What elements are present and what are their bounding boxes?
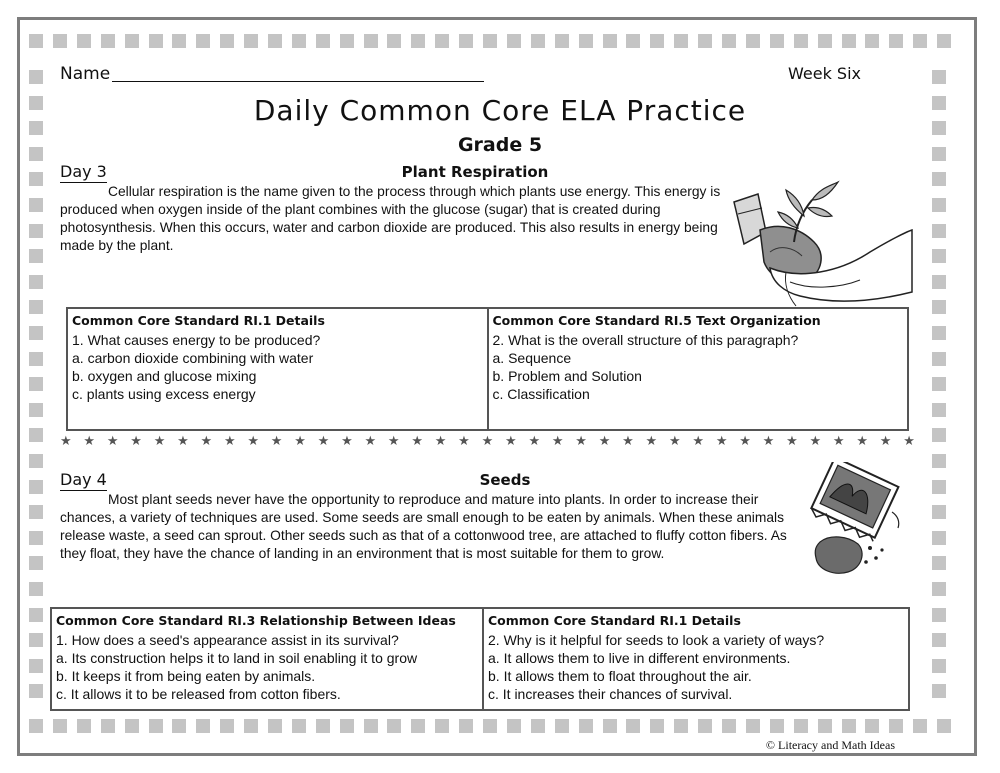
border-square	[937, 34, 951, 48]
name-line[interactable]	[112, 81, 484, 82]
star-icon: ★	[294, 433, 306, 448]
border-square	[125, 34, 139, 48]
answer-option[interactable]: a. carbon dioxide combining with water	[72, 350, 314, 366]
border-square	[29, 633, 43, 647]
border-square	[698, 34, 712, 48]
border-square	[172, 719, 186, 733]
border-square	[674, 719, 688, 733]
day3-label: Day 3	[60, 162, 107, 181]
day4-q1-standard: Common Core Standard RI.3 Relationship Between Ideas	[56, 613, 456, 628]
border-square	[932, 531, 946, 545]
border-square	[932, 249, 946, 263]
star-icon: ★	[715, 433, 728, 448]
border-square	[364, 719, 378, 733]
border-square	[387, 719, 401, 733]
border-square	[101, 719, 115, 733]
border-square	[865, 719, 879, 733]
border-square	[29, 659, 43, 673]
week-label: Week Six	[788, 64, 861, 83]
hands-holding-seedling-icon	[730, 172, 915, 312]
border-square	[483, 719, 497, 733]
grade-label: Grade 5	[457, 134, 543, 156]
border-square	[340, 719, 354, 733]
star-icon: ★	[434, 433, 447, 448]
star-icon: ★	[130, 433, 142, 448]
border-square	[932, 684, 946, 698]
border-square	[29, 684, 43, 698]
answer-option[interactable]: a. Its construction helps it to land in soil enabling it to grow	[56, 650, 418, 666]
border-square	[435, 34, 449, 48]
star-icon: ★	[551, 433, 564, 448]
border-square	[507, 719, 521, 733]
border-square	[842, 34, 856, 48]
border-square	[932, 198, 946, 212]
day3-title: Plant Respiration	[401, 163, 549, 181]
star-divider	[60, 433, 915, 449]
border-square	[674, 34, 688, 48]
border-square	[932, 454, 946, 468]
border-square	[244, 719, 258, 733]
border-square	[53, 34, 67, 48]
answer-option[interactable]: b. Problem and Solution	[492, 368, 642, 384]
border-square	[531, 719, 545, 733]
border-square	[932, 582, 946, 596]
border-square	[507, 34, 521, 48]
border-square	[889, 34, 903, 48]
star-icon: ★	[481, 433, 494, 448]
star-icon: ★	[598, 433, 611, 448]
day4-title: Seeds	[479, 471, 531, 489]
border-square	[316, 34, 330, 48]
star-icon: ★	[575, 433, 587, 448]
star-icon: ★	[786, 433, 798, 448]
border-square	[913, 719, 927, 733]
star-icon: ★	[809, 433, 822, 448]
day3-question-box	[66, 307, 909, 431]
border-square	[932, 633, 946, 647]
star-icon: ★	[60, 433, 72, 448]
answer-option[interactable]: c. Classification	[492, 386, 590, 402]
border-square	[722, 719, 736, 733]
border-square	[794, 719, 808, 733]
star-icon: ★	[692, 433, 705, 448]
border-square	[29, 428, 43, 442]
border-square	[932, 505, 946, 519]
answer-option[interactable]: c. It increases their chances of survival.	[488, 686, 733, 702]
border-square	[149, 34, 163, 48]
border-square	[435, 719, 449, 733]
border-square	[932, 275, 946, 289]
star-icon: ★	[528, 433, 541, 448]
border-square	[932, 377, 946, 391]
star-icon: ★	[177, 433, 189, 448]
star-icon: ★	[505, 433, 517, 448]
star-icon: ★	[270, 433, 283, 448]
star-icon: ★	[247, 433, 260, 448]
border-square	[626, 34, 640, 48]
border-square	[932, 556, 946, 570]
border-square	[770, 34, 784, 48]
border-square	[387, 34, 401, 48]
star-icon: ★	[387, 433, 400, 448]
border-square	[29, 70, 43, 84]
seed-packet-icon	[800, 462, 915, 582]
border-square	[579, 719, 593, 733]
star-icon: ★	[200, 433, 213, 448]
day3-paragraph: Cellular respiration is the name given to the process through which plants use energy. This energy is produced when oxygen inside of the plant combines with the glucose (sugar) that is created during photosynthesis. When this occurs, water and carbon dioxide are produced. This also results in energy being made by the plant.	[60, 184, 721, 253]
copyright-text: © Literacy and Math Ideas	[765, 738, 895, 752]
day3-q2-standard: Common Core Standard RI.5 Text Organization	[492, 313, 821, 328]
border-square	[818, 719, 832, 733]
border-square	[53, 719, 67, 733]
border-square	[101, 34, 115, 48]
answer-option[interactable]: b. oxygen and glucose mixing	[72, 368, 257, 384]
day4-label: Day 4	[60, 470, 107, 489]
border-square	[149, 719, 163, 733]
border-square	[932, 608, 946, 622]
border-square	[913, 34, 927, 48]
border-square	[722, 34, 736, 48]
border-square	[932, 403, 946, 417]
border-square	[29, 172, 43, 186]
border-square	[746, 719, 760, 733]
day3-q2-text: 2. What is the overall structure of this paragraph?	[492, 332, 799, 348]
star-icon: ★	[458, 433, 470, 448]
star-icon: ★	[645, 433, 658, 448]
border-square	[316, 719, 330, 733]
day3-q1-text: 1. What causes energy to be produced?	[72, 332, 321, 348]
border-square	[770, 719, 784, 733]
star-icon: ★	[153, 433, 166, 448]
star-icon: ★	[668, 433, 681, 448]
border-square	[292, 34, 306, 48]
day4-q1-text: 1. How does a seed's appearance assist in its survival?	[56, 632, 399, 648]
answer-option[interactable]: b. It allows them to float throughout the air.	[488, 668, 752, 684]
star-icon: ★	[364, 433, 377, 448]
border-square	[29, 249, 43, 263]
border-square	[459, 719, 473, 733]
page-title: Daily Common Core ELA Practice	[253, 94, 747, 127]
answer-option[interactable]: a. It allows them to live in different environments.	[488, 650, 791, 666]
star-icon: ★	[622, 433, 634, 448]
border-square	[268, 34, 282, 48]
star-icon: ★	[856, 433, 868, 448]
border-square	[268, 719, 282, 733]
border-square	[932, 326, 946, 340]
day3-question-1	[68, 309, 487, 429]
border-square	[932, 172, 946, 186]
answer-option[interactable]: b. It keeps it from being eaten by animals.	[56, 668, 316, 684]
day4-question-2	[482, 609, 908, 709]
border-square	[794, 34, 808, 48]
border-square	[889, 719, 903, 733]
star-icon: ★	[739, 433, 751, 448]
border-square	[932, 659, 946, 673]
border-square	[29, 377, 43, 391]
border-square	[626, 719, 640, 733]
border-square	[29, 326, 43, 340]
star-icon: ★	[106, 433, 119, 448]
star-icon: ★	[83, 433, 96, 448]
day4-question-1	[52, 609, 482, 709]
border-square	[125, 719, 139, 733]
star-icon: ★	[317, 433, 330, 448]
border-square	[698, 719, 712, 733]
border-square	[196, 34, 210, 48]
day4-q2-standard: Common Core Standard RI.1 Details	[488, 613, 741, 628]
star-icon: ★	[879, 433, 892, 448]
star-icon: ★	[341, 433, 353, 448]
border-square	[29, 719, 43, 733]
border-square	[220, 719, 234, 733]
star-icon: ★	[411, 433, 423, 448]
border-square	[483, 34, 497, 48]
border-square	[77, 719, 91, 733]
border-square	[29, 224, 43, 238]
border-square	[932, 428, 946, 442]
border-square	[29, 480, 43, 494]
border-square	[818, 34, 832, 48]
star-icon: ★	[762, 433, 775, 448]
day3-q1-standard: Common Core Standard RI.1 Details	[72, 313, 325, 328]
border-square	[603, 34, 617, 48]
day4-q2-text: 2. Why is it helpful for seeds to look a variety of ways?	[488, 632, 825, 648]
border-square	[172, 34, 186, 48]
border-square	[244, 34, 258, 48]
border-square	[937, 719, 951, 733]
border-square	[77, 34, 91, 48]
border-square	[411, 719, 425, 733]
border-square	[29, 198, 43, 212]
border-square	[29, 505, 43, 519]
border-square	[29, 352, 43, 366]
border-square	[220, 34, 234, 48]
border-square	[932, 224, 946, 238]
border-square	[932, 352, 946, 366]
star-icon: ★	[832, 433, 845, 448]
border-square	[650, 719, 664, 733]
border-square	[29, 300, 43, 314]
border-square	[411, 34, 425, 48]
border-square	[29, 403, 43, 417]
border-square	[932, 300, 946, 314]
star-icon: ★	[223, 433, 236, 448]
border-square	[579, 34, 593, 48]
answer-option[interactable]: c. plants using excess energy	[72, 386, 256, 402]
day3-question-2	[487, 309, 908, 429]
border-square	[29, 556, 43, 570]
border-square	[196, 719, 210, 733]
border-square	[932, 70, 946, 84]
star-icon: ★	[903, 433, 915, 448]
border-square	[29, 34, 43, 48]
border-square	[340, 34, 354, 48]
name-label: Name	[60, 64, 111, 84]
border-square	[29, 531, 43, 545]
border-square	[364, 34, 378, 48]
border-square	[555, 719, 569, 733]
border-square	[29, 454, 43, 468]
border-square	[29, 275, 43, 289]
day4-question-box	[50, 607, 910, 711]
border-square	[932, 480, 946, 494]
border-square	[531, 34, 545, 48]
answer-option[interactable]: c. It allows it to be released from cotton fibers.	[56, 686, 341, 702]
border-square	[650, 34, 664, 48]
border-square	[746, 34, 760, 48]
border-square	[459, 34, 473, 48]
answer-option[interactable]: a. Sequence	[492, 350, 572, 366]
border-square	[865, 34, 879, 48]
border-square	[29, 582, 43, 596]
day4-paragraph: Most plant seeds never have the opportunity to reproduce and mature into plants. In order to increase their chances, a variety of techniques are used. Some seeds are small enough to be eaten by animals. When these animals release waste, a seed can sprout. Other seeds such as that of a cottonwood tree, are attached to fluffy cotton fibers. As they float, they have the chance of landing in an environment that is most suitable for them to grow.	[60, 492, 787, 561]
border-square	[603, 719, 617, 733]
border-square	[29, 608, 43, 622]
border-square	[292, 719, 306, 733]
border-square	[555, 34, 569, 48]
border-square	[842, 719, 856, 733]
